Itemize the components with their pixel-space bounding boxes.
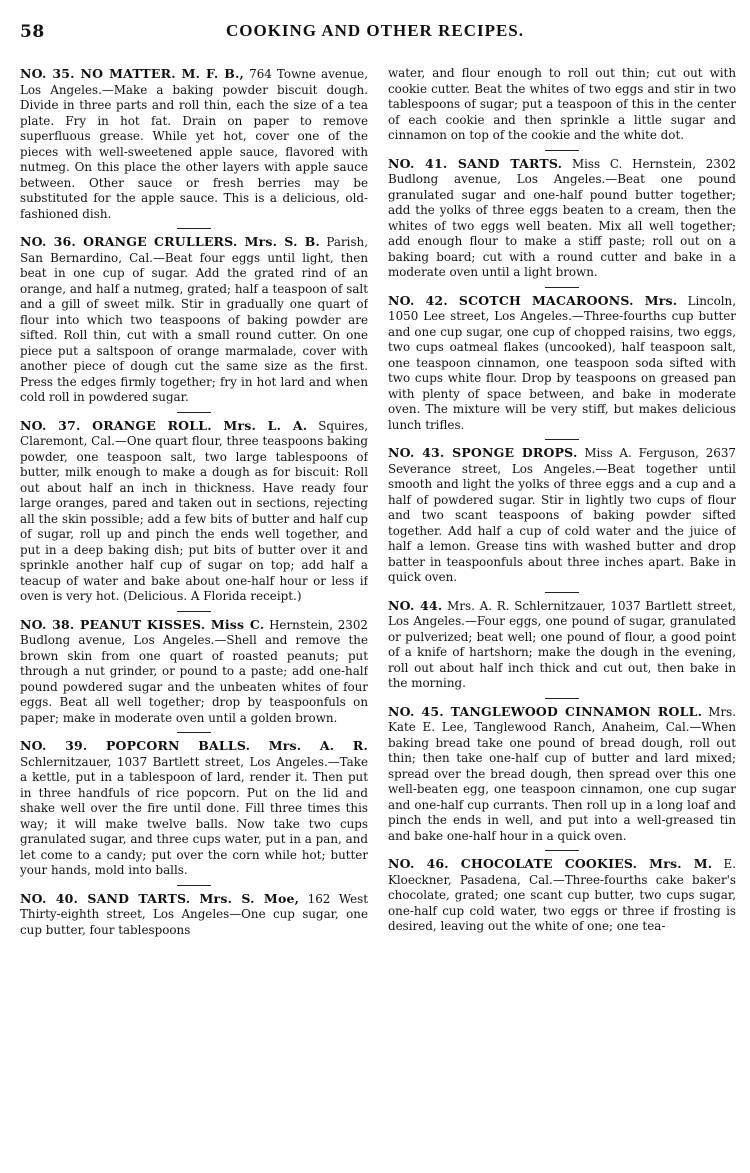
recipe-heading: NO. 37. ORANGE ROLL. Mrs. L. A.	[20, 417, 308, 433]
recipe-text: Miss A. Ferguson, 2637 Severance street, Los Angeles.—Beat together until smooth and light the yolks of three eggs and a cup and a half of powdered sugar. Stir in lightly two cups of flour and two scant teaspoons of baking powder sifted together. Add half a cup of cold water and the juice of half a lemon. Grease tins with washed butter and drop batter in teaspoonfuls about three inches apart. Bake in quick oven.	[388, 446, 736, 584]
recipe-40-continued	[388, 66, 736, 144]
recipe-36	[20, 234, 368, 406]
recipe-text: Lincoln, 1050 Lee street, Los Angeles.—Three-fourths cup butter and one cup sugar, one cup of chopped raisins, two eggs, two cups oatmeal flakes (uncooked), half teaspoon salt, one teaspoon cinnamon, one teaspoon soda sifted with two cups white flour. Drop by teaspoons on greased pan with plenty of space between, and bake in moderate oven. The mixture will be very stiff, but makes delicious lunch trifles.	[388, 293, 736, 432]
recipe-43	[388, 445, 736, 586]
separator-rule	[177, 885, 211, 886]
recipe-heading: NO. 40. SAND TARTS. Mrs. S. Moe,	[20, 890, 300, 906]
running-head: COOKING AND OTHER RECIPES.	[225, 21, 525, 40]
recipe-heading: NO. 39. POPCORN BALLS. Mrs. A. R.	[20, 738, 368, 753]
recipe-heading: NO. 46. CHOCOLATE COOKIES. Mrs. M.	[388, 856, 713, 871]
separator-rule	[177, 611, 211, 612]
recipe-text: Miss C. Hernstein, 2302 Budlong avenue, Los Angeles.—Beat one pound granulated sugar and one-half pound butter together; add the yolks of three eggs beaten to a cream, then the whites of two eggs well beaten. Mix all well together; add enough flour to make a stiff paste; roll out on a baking board; cut with a round cutter and bake in a moderate oven until a light brown.	[388, 156, 736, 279]
recipe-42	[388, 293, 736, 434]
recipe-text: Mrs. Kate E. Lee, Tanglewood Ranch, Anaheim, Cal.—When baking bread take one pound of bread dough, roll out thin; then take one-half cup of butter and lard mixed; spread over the bread dough, then spread over this one well-beaten egg, one teaspoon cinnamon, one cup sugar and one-half cup currants. Then roll up in a long loaf and pinch the ends in well, and put into a well-greased tin and bake one-half hour in a quick oven.	[388, 704, 736, 843]
recipe-text: Mrs. A. R. Schlernitzauer, 1037 Bartlett street, Los Angeles.—Four eggs, one pound of sugar, granulated or pulverized; beat well; one pound of flour, a good point of a knife of hartshorn; make the dough in the evening, roll out about half inch thick and cut out, then bake in the morning.	[388, 598, 736, 690]
recipe-heading: NO. 38. PEANUT KISSES. Miss C.	[20, 616, 265, 632]
recipe-text: E. Kloeckner, Pasadena, Cal.—Three-fourths cake baker's chocolate, grated; one scant cup butter, two cups sugar, one-half cup cold water, two eggs or three if frosting is desired, leaving out the white of one; one tea-	[388, 857, 736, 933]
left-column	[20, 66, 368, 1165]
separator-rule	[177, 732, 211, 733]
recipe-text: Parish, San Bernardino, Cal.—Beat four eggs until light, then beat in one cup of sugar. Add the grated rind of an orange, and half a nutmeg, grated; half a teaspoon of salt and a gill of sweet milk. Stir in gradually one quart of flour into which two teaspoons of baking powder are sifted. Roll thin, cut with a small round cutter. On one piece put a saltspoon of orange marmalade, cover with another piece of dough cut the same size as the first. Press the edges firmly together; fry in hot lard and when cold roll in powdered sugar.	[20, 235, 368, 404]
recipe-heading: NO. 36. ORANGE CRULLERS. Mrs. S. B.	[20, 234, 321, 249]
recipe-heading: NO. 42. SCOTCH MACAROONS. Mrs.	[388, 292, 678, 308]
page-number: 58	[20, 22, 45, 42]
recipe-heading: NO. 43. SPONGE DROPS.	[388, 445, 578, 460]
recipe-text: 764 Towne avenue, Los Angeles.—Make a baking powder biscuit dough. Divide in three parts and roll thin, each the size of a tea plate. Fry in hot fat. Drain on paper to remove superfluous grease. While yet hot, cover one of the pieces with well-sweetened apple sauce, flavored with nutmeg. On this place the other layers with apple sauce between. Other sauce or fresh berries may be substituted for the apple sauce. This is a delicious, old-fashioned dish.	[20, 67, 368, 221]
recipe-heading: NO. 45. TANGLEWOOD CINNAMON ROLL.	[388, 703, 703, 719]
recipe-heading: NO. 44.	[388, 597, 443, 613]
separator-rule	[177, 228, 211, 229]
recipe-40	[20, 891, 368, 939]
right-column	[388, 66, 736, 1165]
separator-rule	[545, 698, 579, 699]
recipe-46	[388, 856, 736, 935]
recipe-text: Squires, Claremont, Cal.—One quart flour, three teaspoons baking powder, one teaspoon salt, two large tablespoons of butter, milk enough to make a dough as for biscuit: Roll out about half an inch in thickness. Have ready four large oranges, pared and taken out in sections, rejecting all the skin possible; add a few bits of butter and half cup of sugar, roll up and pinch the ends well together, and put in a deep baking dish; put bits of butter over it and sprinkle another half cup of sugar on top; add half a teacup of water and bake about one-half hour or less if oven is very hot. (Delicious. A Florida receipt.)	[20, 418, 368, 603]
separator-rule	[545, 287, 579, 288]
separator-rule	[545, 850, 579, 851]
recipe-35	[20, 66, 368, 222]
recipe-text: Hernstein, 2302 Budlong avenue, Los Angeles.—Shell and remove the brown skin from one quart of roasted peanuts; put through a nut grinder, or pound to a paste; add one-half pound powdered sugar and the unbeaten whites of four eggs. Beat all well together; drop by teaspoonfuls on paper; make in moderate oven until a golden brown.	[20, 617, 368, 725]
separator-rule	[545, 150, 579, 151]
recipe-text: water, and flour enough to roll out thin; cut out with cookie cutter. Beat the whites of two eggs and stir in two tablespoons of sugar; put a teaspoon of this in the center of each cookie and then sprinkle a little sugar and cinnamon on top of the cookie and the white dot.	[388, 66, 736, 142]
recipe-41	[388, 156, 736, 281]
recipe-heading: NO. 41. SAND TARTS.	[388, 155, 563, 171]
recipe-38	[20, 617, 368, 727]
recipe-37	[20, 418, 368, 605]
recipe-text: Schlernitzauer, 1037 Bartlett street, Los Angeles.—Take a kettle, put in a tablespoon of lard, render it. Then put in three handfuls of rice popcorn. Put on the lid and shake well over the fire until done. Fill three times this way; it will make twelve balls. Now take two cups granulated sugar, and three cups water, put in a pan, and let come to a candy; put over the corn while hot; butter your hands, mold into balls.	[20, 754, 368, 877]
recipe-heading: NO. 35. NO MATTER. M. F. B.,	[20, 66, 245, 81]
separator-rule	[545, 439, 579, 440]
recipe-39	[20, 738, 368, 879]
recipe-text: 162 West Thirty-eighth street, Los Angeles—One cup sugar, one cup butter, four tablespoons	[20, 891, 368, 937]
recipe-45	[388, 704, 736, 845]
separator-rule	[545, 592, 579, 593]
recipe-44	[388, 598, 736, 692]
separator-rule	[177, 412, 211, 413]
